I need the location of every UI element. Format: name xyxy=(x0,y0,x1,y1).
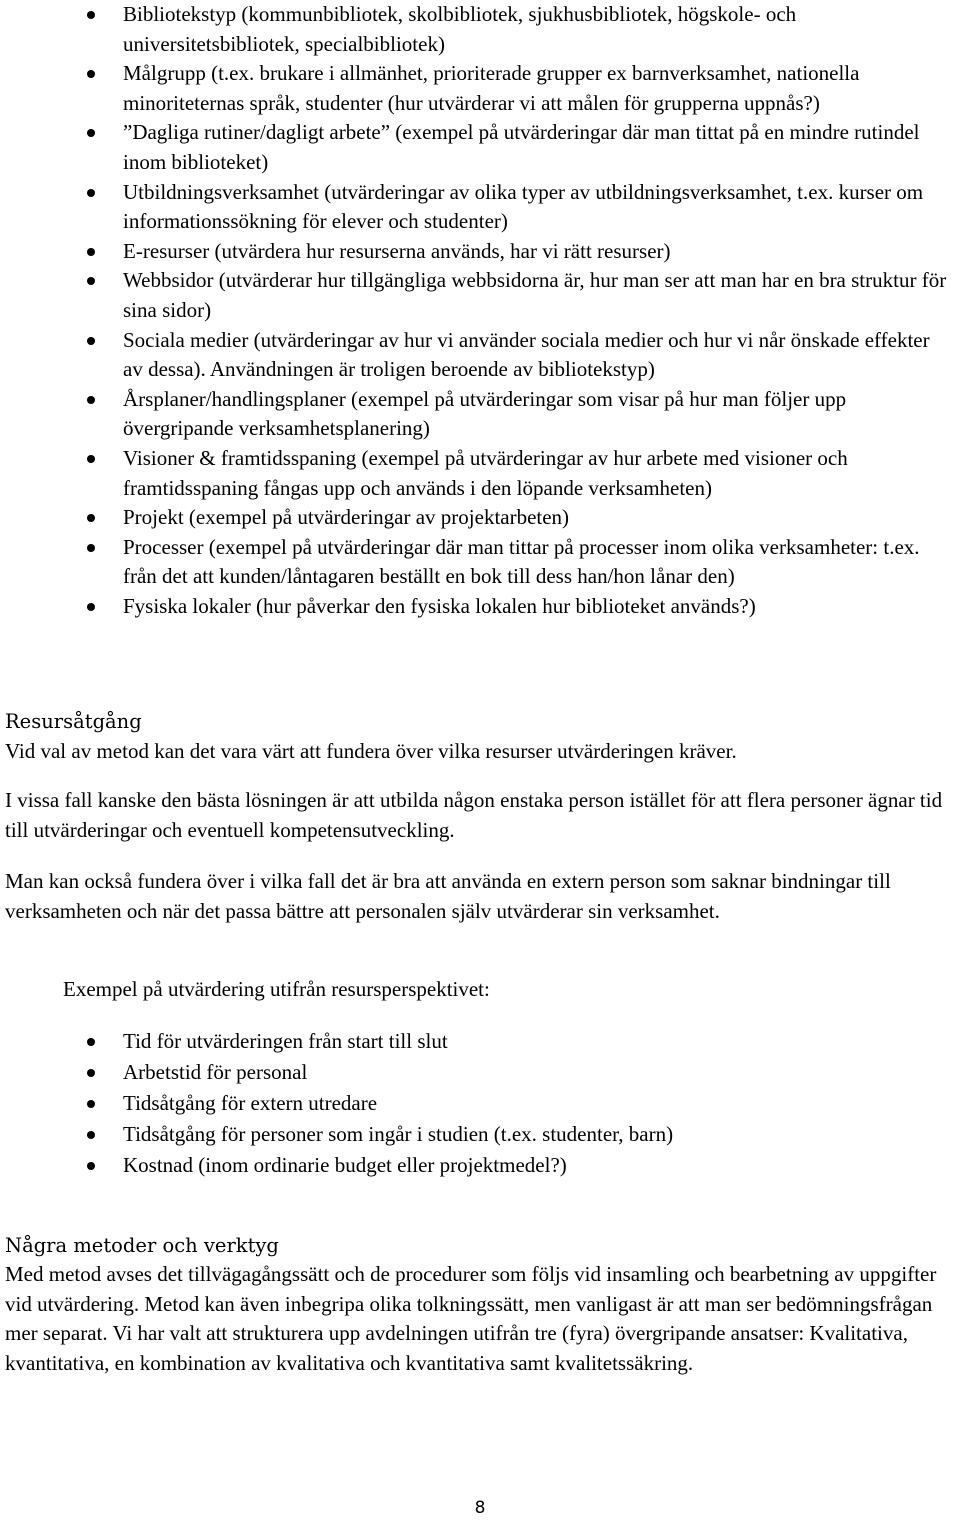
bullet-icon xyxy=(87,1162,95,1170)
page-number: 8 xyxy=(474,1498,486,1518)
bullet-icon xyxy=(87,277,95,285)
list-item xyxy=(0,1151,960,1181)
bullet-icon xyxy=(87,189,95,197)
bullet-icon xyxy=(87,70,95,78)
list-item-text: E-resurser (utvärdera hur resurserna används, har vi rätt resurser) xyxy=(123,238,671,263)
list-item-text: Tidsåtgång för extern utredare xyxy=(123,1090,378,1115)
list-item xyxy=(0,385,960,444)
list-item xyxy=(0,592,960,622)
resources-paragraph-2: I vissa fall kanske den bästa lösningen är att utbilda någon enstaka person istället för att flera personer ägnar tid till utvärderingar och eventuell kompetensutveckling. xyxy=(5,788,943,842)
list-item xyxy=(0,503,960,533)
list-item xyxy=(0,266,960,325)
list-item xyxy=(0,178,960,237)
list-item xyxy=(0,1089,960,1119)
resources-paragraph-1: Vid val av metod kan det vara värt att fundera över vilka resurser utvärderingen kräver. xyxy=(5,739,737,763)
bullet-icon xyxy=(87,603,95,611)
list-item xyxy=(0,1120,960,1150)
list-item-text: ”Dagliga rutiner/dagligt arbete” (exempel på utvärderingar där man tittat på en mindre rutindel inom biblioteket) xyxy=(123,120,920,174)
bullet-icon xyxy=(87,248,95,256)
list-item-text: Webbsidor (utvärderar hur tillgängliga webbsidorna är, hur man ser att man har en bra struktur för sina sidor) xyxy=(123,268,947,322)
bullet-icon xyxy=(87,11,95,19)
list-item-text: Tidsåtgång för personer som ingår i studien (t.ex. studenter, barn) xyxy=(123,1121,674,1146)
bullet-icon xyxy=(87,396,95,404)
example-intro: Exempel på utvärdering utifrån resursperspektivet: xyxy=(63,977,490,1001)
bullet-icon xyxy=(87,129,95,137)
bullet-icon xyxy=(87,514,95,522)
list-item-text: Årsplaner/handlingsplaner (exempel på utvärderingar som visar på hur man följer upp övergripande verksamhetsplanering) xyxy=(123,386,847,441)
list-item xyxy=(0,59,960,118)
list-item-text: Utbildningsverksamhet (utvärderingar av olika typer av utbildningsverksamhet, t.ex. kurser om informationssökning för elever och studenter) xyxy=(123,179,924,234)
bullet-icon xyxy=(87,455,95,463)
methods-paragraph: Med metod avses det tillvägagångssätt och de procedurer som följs vid insamling och bearbetning av uppgifter vid utvärdering. Metod kan även inbegripa olika tolkningssätt, men vanligast är att man ser bedömningsfrågan mer separat. Vi har valt att strukturera upp avdelningen utifrån tre (fyra) övergripande ansatser: Kvalitativa, kvantitativa, en kombination av kvalitativa och kvantitativa samt kvalitetssäkring. xyxy=(5,1262,937,1375)
list-item xyxy=(0,237,960,267)
bullet-icon xyxy=(87,544,95,552)
list-item-text: Arbetstid för personal xyxy=(123,1059,308,1084)
bullet-icon xyxy=(87,1038,95,1046)
list-item xyxy=(0,1027,960,1057)
resource-example-list xyxy=(0,1027,960,1182)
bullet-icon xyxy=(87,337,95,345)
list-item-text: Projekt (exempel på utvärderingar av projektarbeten) xyxy=(123,505,570,530)
section-heading-methods: Några metoder och verktyg xyxy=(5,1234,279,1257)
list-item xyxy=(0,0,960,59)
list-item-text: Kostnad (inom ordinarie budget eller projektmedel?) xyxy=(123,1152,567,1177)
list-item-text: Visioner & framtidsspaning (exempel på utvärderingar av hur arbete med visioner och framtidsspaning fångas upp och används i den löpande verksamheten) xyxy=(123,445,848,500)
list-item xyxy=(0,444,960,503)
list-item-text: Tid för utvärderingen från start till slut xyxy=(123,1029,448,1053)
bullet-icon xyxy=(87,1100,95,1108)
section-heading-resources: Resursåtgång xyxy=(5,710,142,733)
library-type-list xyxy=(0,0,960,621)
bullet-icon xyxy=(87,1069,95,1077)
list-item xyxy=(0,118,960,177)
list-item xyxy=(0,1058,960,1088)
list-item-text: Fysiska lokaler (hur påverkar den fysiska lokalen hur biblioteket används?) xyxy=(123,593,756,618)
list-item-text: Målgrupp (t.ex. brukare i allmänhet, prioriterade grupper ex barnverksamhet, nationella minoriteternas språk, studenter (hur utvärderar vi att målen för grupperna uppnås?) xyxy=(123,61,860,115)
resources-paragraph-3: Man kan också fundera över i vilka fall det är bra att använda en extern person som saknar bindningar till verksamheten och när det passa bättre att personalen själv utvärderar sin verksamhet. xyxy=(5,869,891,923)
list-item xyxy=(0,326,960,385)
list-item xyxy=(0,533,960,592)
bullet-icon xyxy=(87,1131,95,1139)
list-item-text: Bibliotekstyp (kommunbibliotek, skolbibliotek, sjukhusbibliotek, högskole- och universitetsbibliotek, specialbibliotek) xyxy=(123,2,797,56)
list-item-text: Sociala medier (utvärderingar av hur vi använder sociala medier och hur vi når önskade effekter av dessa). Användningen är troligen beroende av bibliotekstyp) xyxy=(123,327,930,382)
list-item-text: Processer (exempel på utvärderingar där man tittar på processer inom olika verksamheter: t.ex. från det att kunden/låntagaren beställt en bok till dess han/hon lånar den) xyxy=(123,534,920,589)
